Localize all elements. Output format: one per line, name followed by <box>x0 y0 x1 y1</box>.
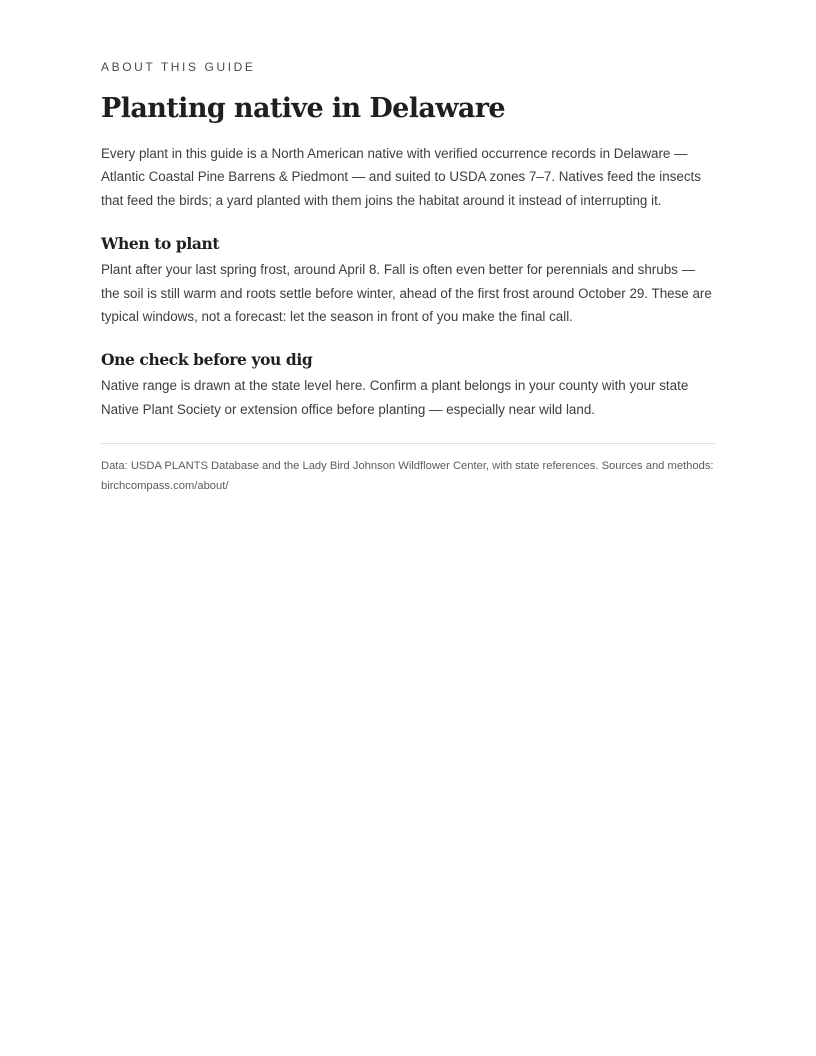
section-check-before-dig <box>101 349 715 421</box>
section-body: Plant after your last spring frost, around April 8. Fall is often even better for perennials and shrubs — the soil is still warm and roots settle before winter, ahead of the first frost around October 29. These are typical windows, not a forecast: let the season in front of you make the final call. <box>101 262 712 325</box>
section-heading: When to plant <box>101 234 220 254</box>
intro-paragraph: Every plant in this guide is a North American native with verified occurrence records in Delaware — Atlantic Coastal Pine Barrens & Piedmont — and suited to USDA zones 7–7. Natives feed the insects that feed the birds; a yard planted with them joins the habitat around it instead of interrupting it. <box>101 146 701 208</box>
section-when-to-plant <box>101 233 715 328</box>
page-title: Planting native in Delaware <box>101 93 506 124</box>
eyebrow-label: ABOUT THIS GUIDE <box>101 60 256 74</box>
section-heading: One check before you dig <box>101 350 313 370</box>
section-body: Native range is drawn at the state level here. Confirm a plant belongs in your county with your state Native Plant Society or extension office before planting — especially near wild land. <box>101 378 689 417</box>
about-guide-page <box>101 58 715 507</box>
footer-divider <box>101 443 715 444</box>
data-sources-footnote: Data: USDA PLANTS Database and the Lady Bird Johnson Wildflower Center, with state references. Sources and methods: birchcompass.com/about/ <box>101 460 714 493</box>
